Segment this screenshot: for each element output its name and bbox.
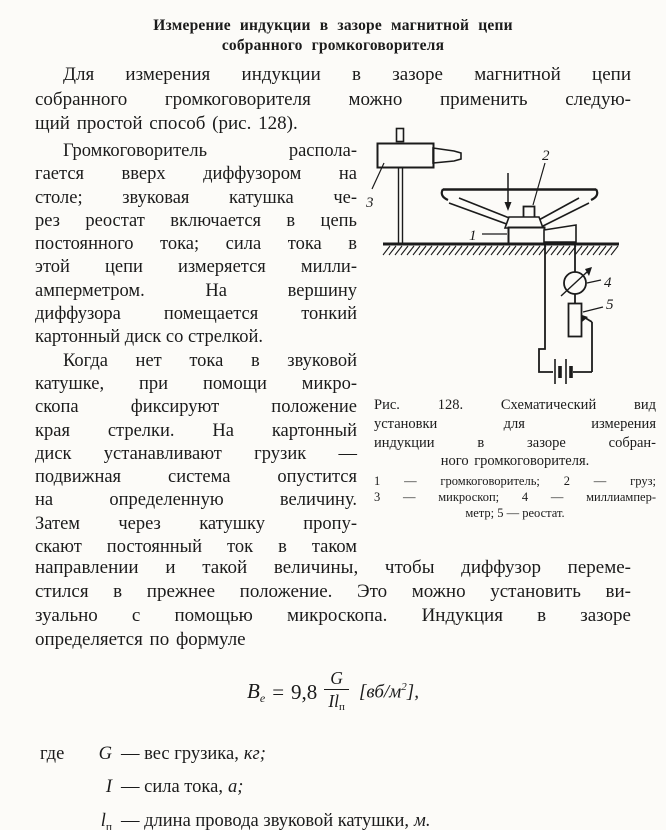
where-intro-spacer [40, 808, 80, 830]
text-line: Затем через катушку пропу- [35, 513, 357, 534]
symbol-description [121, 808, 430, 830]
formula-numerator: G [324, 668, 349, 690]
text-line: Громкоговоритель распола- [63, 141, 357, 161]
symbol-I [80, 774, 112, 807]
figure-label-2: 2 [542, 148, 550, 164]
text-line: диск устанавливают грузик — [35, 443, 357, 464]
where-row [40, 774, 620, 807]
formula-fraction [324, 668, 349, 717]
figure-label-5-group [583, 297, 614, 313]
text-line: на определенную величину. [35, 490, 357, 511]
figure-label-1: 1 [469, 228, 477, 244]
symbol-text: I [105, 777, 112, 798]
text-line: диффузора помещается тонкий [35, 304, 357, 325]
page-title [0, 16, 666, 56]
text-line: щий простой способ (рис. 128). [35, 113, 298, 134]
text-line: Для измерения индукции в зазоре магнитной цепи [63, 64, 631, 85]
text-line: 1 — громкоговоритель; 2 — груз; [374, 474, 656, 489]
text-line: направлении и такой величины, чтобы диффузор переме- [35, 557, 631, 578]
circuit-wires [539, 242, 592, 372]
text-line: картонный диск со стрелкой. [35, 327, 264, 348]
figure-label-4-group [587, 275, 612, 291]
where-intro-spacer [40, 774, 80, 807]
unit-text: м. [414, 810, 431, 830]
formula-variable: B [247, 679, 260, 703]
formula-units [359, 681, 419, 703]
text-line: определяется по формуле [35, 629, 246, 650]
text-line: скопа фиксируют положение [35, 397, 357, 418]
figure-label-4: 4 [604, 275, 612, 291]
text-line: стился в прежнее положение. Это можно установить ви- [35, 581, 631, 602]
unit-text: а; [227, 777, 244, 798]
text-line: собранного громкоговорителя [221, 37, 445, 54]
formula-denominator-subscript: п [339, 701, 345, 713]
text-line: Измерение индукции в зазоре магнитной цепи [153, 17, 513, 34]
text-line: гается вверх диффузором на [35, 164, 357, 185]
description-text: — длина провода звуковой катушки, [121, 810, 410, 830]
ground-hatching-group [383, 244, 619, 255]
formula-units-superscript: 2 [401, 681, 407, 694]
description-text: — сила тока, [121, 777, 223, 798]
text-line: индукции в зазоре собран- [374, 434, 656, 451]
formula-variable-subscript: e [259, 691, 266, 705]
formula-equals: = [272, 680, 285, 704]
text-line: постоянного тока; сила тока в [35, 234, 357, 255]
unit-text: кг; [243, 744, 266, 764]
where-row [40, 741, 620, 774]
rheostat-drawing [569, 304, 582, 337]
formula-units-main: [вб/м [358, 681, 402, 703]
figure-label-5: 5 [606, 297, 614, 313]
text-line: скают постоянный ток в таком [35, 537, 357, 558]
text-line: столе; звуковая катушка че- [35, 187, 357, 208]
weight-drawing [524, 207, 535, 218]
symbol-description [121, 774, 243, 807]
text-line: ного громкоговорителя. [440, 453, 590, 470]
text-line: собранного громкоговорителя можно применить следую- [35, 88, 631, 110]
formula-denominator-main: Il [328, 691, 340, 711]
figure-legend [374, 474, 656, 521]
formula-lhs [247, 679, 265, 706]
where-list [40, 741, 620, 830]
symbol-l [80, 808, 112, 830]
figure-caption [374, 396, 656, 471]
milliammeter-drawing [561, 267, 592, 296]
continuation-paragraph [35, 556, 631, 652]
formula-coefficient: 9,8 [291, 680, 318, 704]
down-arrow [505, 173, 512, 211]
formula [0, 668, 666, 717]
where-row [40, 808, 620, 830]
text-line: рез реостат включается в цепь [35, 210, 357, 231]
text-line: установки для измерения [374, 415, 656, 432]
text-line: 3 — микроскоп; 4 — миллиампер- [374, 489, 656, 504]
figure-label-2-group [533, 148, 550, 205]
text-line: катушке, при помощи микро- [35, 373, 357, 394]
text-line: Рис. 128. Схематический вид [374, 397, 656, 413]
text-line: Когда нет тока в звуковой [63, 350, 357, 371]
description-text: — вес грузика, [121, 744, 239, 764]
text-line: метр; 5 — реостат. [465, 505, 565, 520]
text-line: этой цепи измеряется милли- [35, 257, 357, 278]
formula-denominator [328, 690, 345, 717]
magnet-drawing [505, 217, 576, 244]
formula-units-close: ], [406, 681, 419, 703]
symbol-subscript: п [105, 821, 112, 830]
battery-drawing [555, 359, 571, 384]
text-line: подвижная система опустится [35, 467, 357, 488]
text-line: зуально с помощью микроскопа. Индукция в зазоре [35, 605, 631, 626]
symbol-description [121, 741, 266, 774]
figure-label-1-group [469, 228, 507, 244]
symbol-G [80, 741, 112, 774]
text-line: амперметром. На вершину [35, 280, 357, 301]
where-intro: где [40, 744, 65, 764]
ground-hatching [383, 246, 618, 255]
figure-128 [366, 118, 664, 522]
figure-label-3: 3 [366, 195, 374, 211]
figure-label-3-group [366, 163, 384, 211]
figure-diagram [366, 118, 664, 390]
left-text-column [35, 140, 357, 559]
symbol-text: l [100, 810, 106, 830]
symbol-text: G [98, 744, 112, 764]
microscope-drawing [378, 129, 462, 245]
text-line: края стрелки. На картонный [35, 420, 357, 441]
